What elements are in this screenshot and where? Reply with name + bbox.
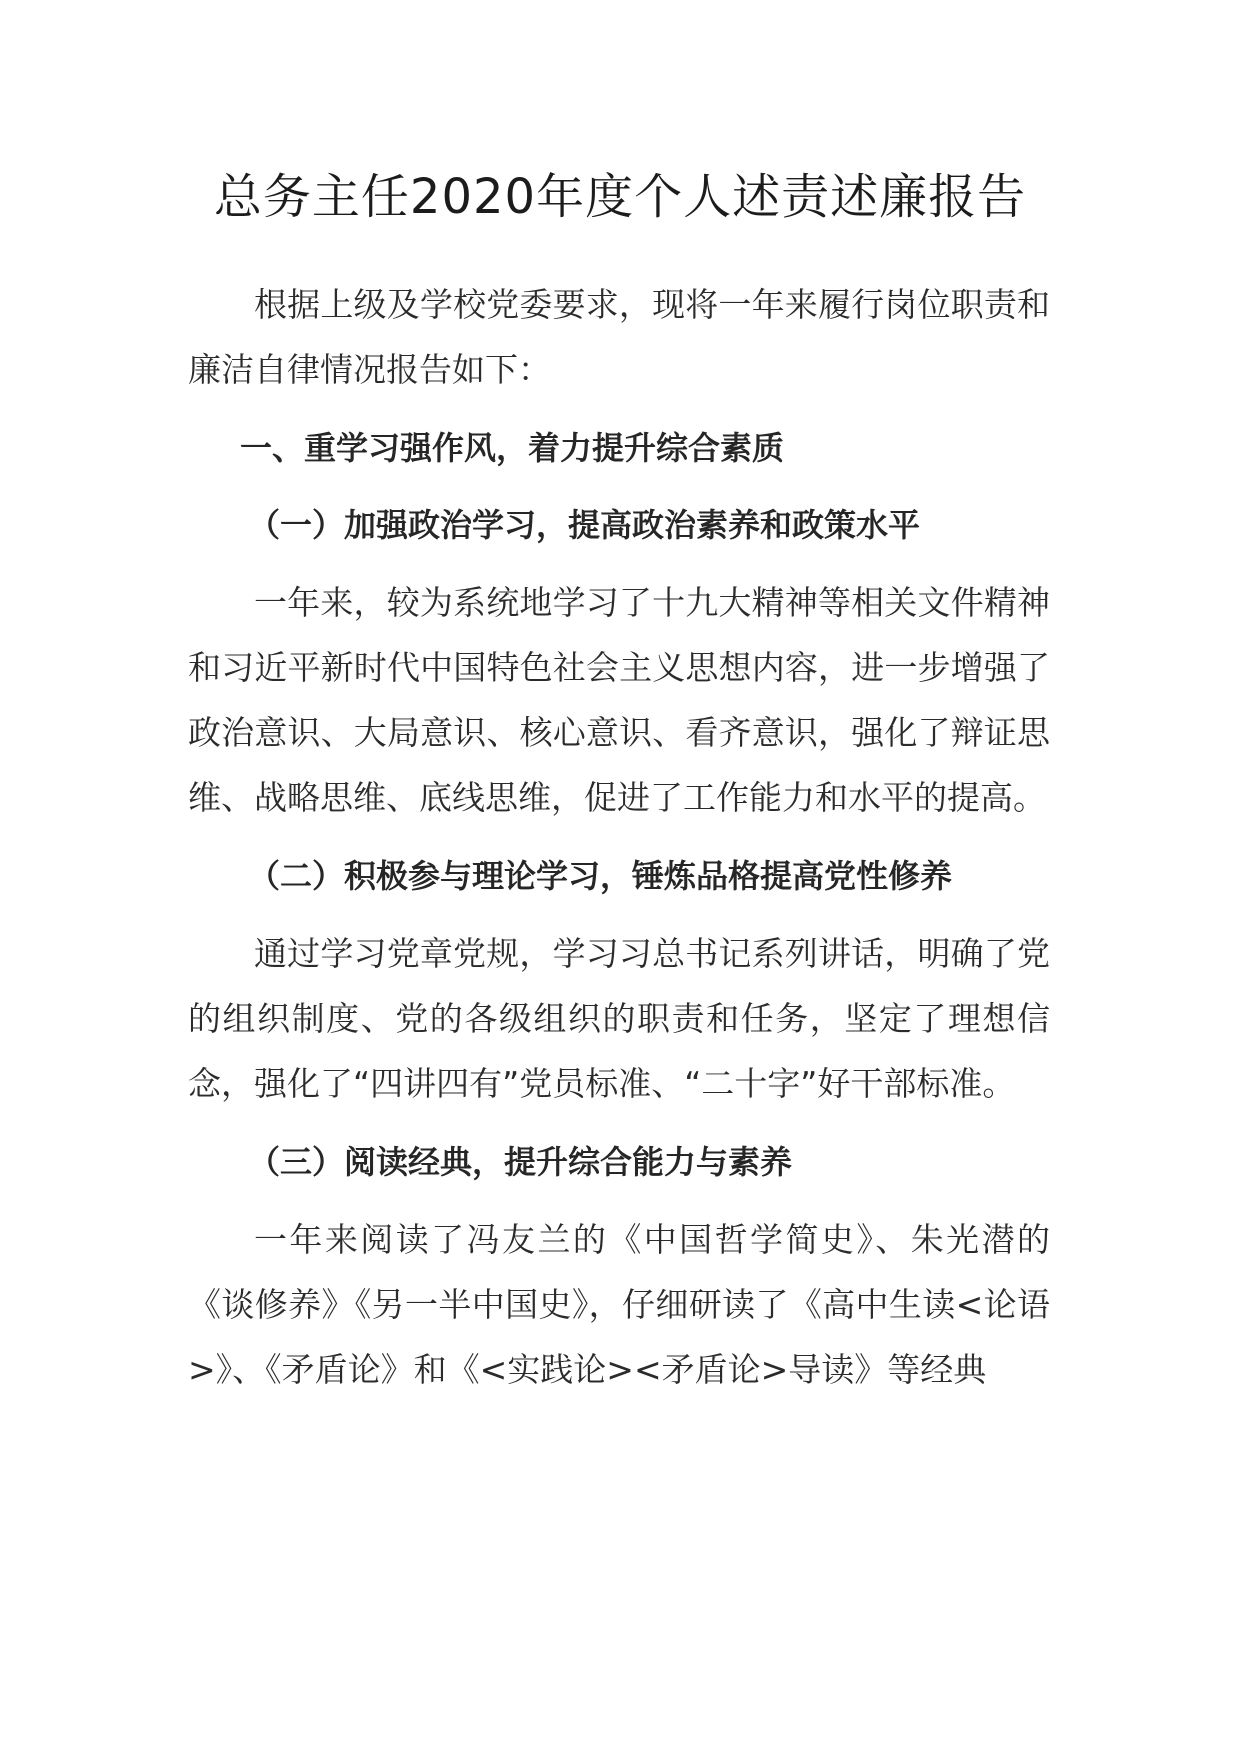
document-title: 总务主任2020年度个人述责述廉报告 <box>213 169 1027 225</box>
subsection-2-paragraph: 通过学习党章党规，学习习总书记系列讲话，明确了党的组织制度、党的各级组织的职责和任务，坚定了理想信念，强化了“四讲四有”党员标准、“二十字”好干部标准。 <box>188 934 1050 1103</box>
subsection-1-heading: （一）加强政治学习，提高政治素养和政策水平 <box>248 506 921 544</box>
intro-paragraph: 根据上级及学校党委要求，现将一年来履行岗位职责和廉洁自律情况报告如下： <box>188 285 1050 389</box>
subsection-3-heading: （三）阅读经典，提升综合能力与素养 <box>248 1143 793 1181</box>
subsection-3-paragraph: 一年来阅读了冯友兰的《中国哲学简史》、朱光潜的《谈修养》《另一半中国史》，仔细研读了《高中生读<论语>》、《矛盾论》和《<实践论><矛盾论>导读》等经典 <box>188 1220 1050 1389</box>
section-1-heading: 一、重学习强作风，着力提升综合素质 <box>240 429 785 467</box>
subsection-2-heading: （二）积极参与理论学习，锤炼品格提高党性修养 <box>248 857 953 895</box>
subsection-1-paragraph: 一年来，较为系统地学习了十九大精神等相关文件精神和习近平新时代中国特色社会主义思想内容，进一步增强了政治意识、大局意识、核心意识、看齐意识，强化了辩证思维、战略思维、底线思维，促进了工作能力和水平的提高。 <box>188 583 1050 817</box>
document-body <box>188 272 1050 1402</box>
